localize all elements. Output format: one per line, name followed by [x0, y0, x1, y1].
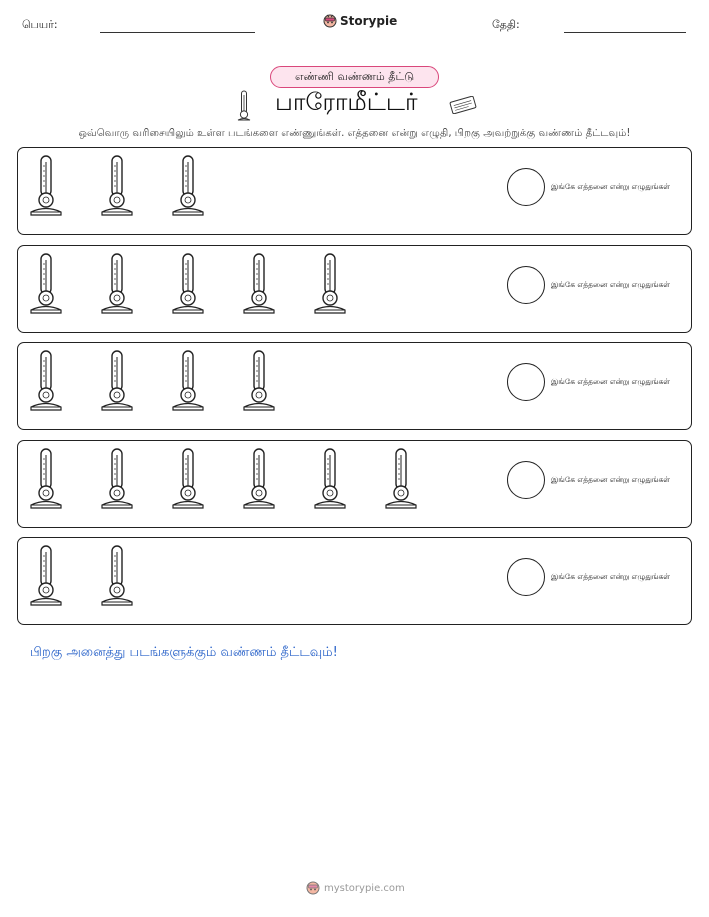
thermometer-icon[interactable]: [170, 349, 241, 425]
thermometer-icon[interactable]: [99, 154, 170, 230]
activity-tag: [270, 66, 439, 88]
instructions: ஒவ்வொரு வரிசையிலும் உள்ள படங்களை எண்ணுங்கள். எத்தனை என்று எழுதி, பிறகு அவற்றுக்கு வண்ணம் தீட்டவும்!: [78, 128, 631, 139]
answer-circle[interactable]: [507, 266, 545, 304]
thermometer-icon[interactable]: [241, 447, 312, 523]
answer-hint: இங்கே எத்தனை என்று எழுதுங்கள்: [551, 377, 671, 386]
thermometer-icon[interactable]: [312, 252, 383, 328]
counting-row: [17, 147, 692, 235]
brand-name: Storypie: [340, 14, 398, 28]
thermometer-icon[interactable]: [28, 447, 99, 523]
thermometer-icon[interactable]: [28, 252, 99, 328]
brand-logo: [323, 13, 397, 29]
answer-circle[interactable]: [507, 168, 545, 206]
picture-group: [28, 447, 454, 523]
date-label: தேதி:: [492, 18, 520, 31]
footer-note: பிறகு அனைத்து படங்களுக்கும் வண்ணம் தீட்டவும்!: [30, 645, 338, 660]
thermometer-icon[interactable]: [99, 544, 170, 620]
answer-circle[interactable]: [507, 461, 545, 499]
thermometer-icon[interactable]: [99, 447, 170, 523]
thermometer-icon[interactable]: [241, 349, 312, 425]
answer-circle[interactable]: [507, 363, 545, 401]
thermometer-icon[interactable]: [99, 349, 170, 425]
name-label: பெயர்:: [22, 18, 58, 31]
picture-group: [28, 544, 170, 620]
date-line[interactable]: [564, 32, 686, 33]
thermometer-icon[interactable]: [28, 349, 99, 425]
answer-hint: இங்கே எத்தனை என்று எழுதுங்கள்: [551, 279, 671, 289]
thermometer-icon: [236, 90, 252, 122]
thermometer-icon[interactable]: [170, 252, 241, 328]
storypie-logo-icon: [306, 880, 320, 896]
picture-group: [28, 252, 383, 328]
page-title: பாரோமீட்டர்: [275, 88, 418, 116]
site-url: mystorypie.com: [324, 882, 405, 894]
activity-tag-label: எண்ணி வண்ணம் தீட்டு: [294, 69, 415, 83]
barometer-card-icon: [448, 96, 478, 114]
storypie-logo-icon: [323, 13, 337, 29]
answer-hint: இங்கே எத்தனை என்று எழுதுங்கள்: [551, 474, 671, 484]
counting-row: [17, 537, 692, 625]
counting-row: [17, 342, 692, 430]
counting-row: [17, 440, 692, 528]
site-footer: [306, 880, 405, 896]
thermometer-icon[interactable]: [99, 252, 170, 328]
thermometer-icon[interactable]: [28, 154, 99, 230]
thermometer-icon[interactable]: [312, 447, 383, 523]
answer-hint: இங்கே எத்தனை என்று எழுதுங்கள்: [551, 572, 671, 581]
thermometer-icon[interactable]: [241, 252, 312, 328]
answer-hint: இங்கே எத்தனை என்று எழுதுங்கள்: [551, 182, 671, 191]
title-row: [0, 88, 709, 122]
name-line[interactable]: [100, 32, 255, 33]
thermometer-icon[interactable]: [383, 447, 454, 523]
answer-circle[interactable]: [507, 558, 545, 596]
picture-group: [28, 349, 312, 425]
counting-row: [17, 245, 692, 333]
picture-group: [28, 154, 241, 230]
thermometer-icon[interactable]: [170, 154, 241, 230]
thermometer-icon[interactable]: [170, 447, 241, 523]
thermometer-icon[interactable]: [28, 544, 99, 620]
